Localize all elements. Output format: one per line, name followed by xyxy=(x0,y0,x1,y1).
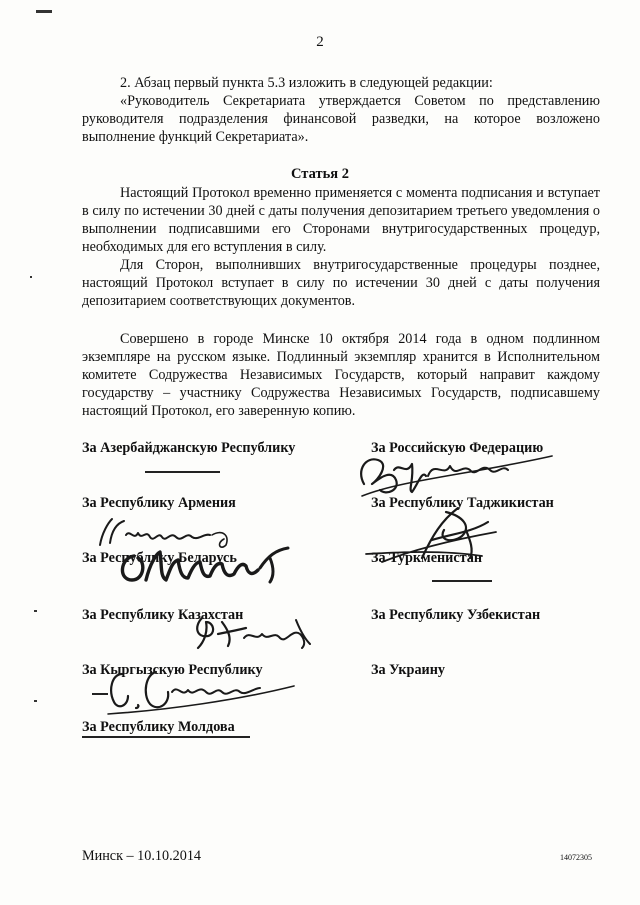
signatory-kyrgyzstan: За Кыргызскую Республику xyxy=(82,662,263,678)
closing-paragraph: Совершено в городе Минске 10 октября 2014 года в одном подлинном экземпляре на русском языке. Подлинный экземпляр хранится в Исполнительном комитете Содружества Независимых Государств, который направит каждому государству – участнику Содружества Независимых Государств, подписавшему настоящий Протокол, его заверенную копию. xyxy=(82,331,600,419)
signatory-belarus: За Республику Беларусь xyxy=(82,550,237,566)
signature-line-azerbaijan xyxy=(145,471,220,473)
signatory-azerbaijan: За Азербайджанскую Республику xyxy=(82,440,296,456)
signatory-ukraine: За Украину xyxy=(371,662,445,678)
scan-mark xyxy=(34,610,37,612)
signatory-turkmenistan: За Туркменистан xyxy=(371,550,483,566)
article-paragraph-1: Настоящий Протокол временно применяется с момента подписания и вступает в силу по истечении 30 дней с даты получения депозитарием третьего уведомления о выполнении подписавшими его Сторонами внутригосударственных процедур, необходимых для его вступления в силу. xyxy=(82,185,600,255)
scan-mark xyxy=(30,276,32,278)
signatory-russia: За Российскую Федерацию xyxy=(371,440,544,456)
signature-armenia xyxy=(92,515,242,555)
signature-line-kyrgyzstan xyxy=(92,693,108,695)
signatory-tajikistan: За Республику Таджикистан xyxy=(371,495,554,511)
scan-mark xyxy=(34,700,37,702)
amendment-line: 2. Абзац первый пункта 5.3 изложить в следующей редакции: xyxy=(120,75,493,91)
article-paragraph-2: Для Сторон, выполнивших внутригосударственные процедуры позднее, настоящий Протокол вступает в силу по истечении 30 дней с даты получения депозитарием соответствующих документов. xyxy=(82,257,600,309)
signatory-uzbekistan: За Республику Узбекистан xyxy=(371,607,541,623)
section-amendment xyxy=(82,74,600,146)
signatory-armenia: За Республику Армения xyxy=(82,495,236,511)
signatory-moldova: За Республику Молдова xyxy=(82,719,235,735)
signature-line-turkmenistan xyxy=(432,580,492,582)
signatory-kazakhstan: За Республику Казахстан xyxy=(82,607,244,623)
footer-place-date: Минск – 10.10.2014 xyxy=(82,848,202,864)
article-body xyxy=(82,184,600,310)
scan-mark xyxy=(36,10,52,13)
signature-line-moldova xyxy=(82,736,250,738)
document-code: 14072305 xyxy=(560,853,592,862)
page-number: 2 xyxy=(316,34,324,50)
article-heading: Статья 2 xyxy=(291,166,349,182)
amendment-quote: «Руководитель Секретариата утверждается Советом по представлению руководителя подразделения финансовой разведки, на которое возложено выполнение функций Секретариата». xyxy=(82,93,600,145)
